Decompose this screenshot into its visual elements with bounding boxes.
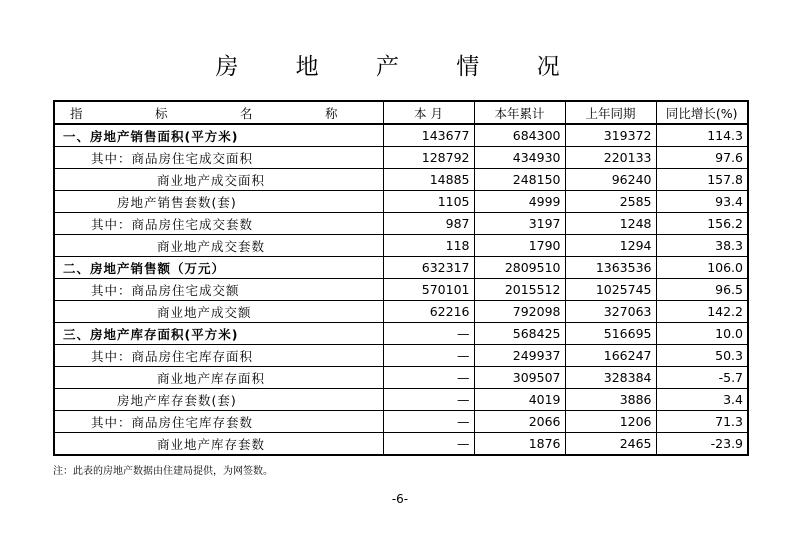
row-yoy-growth: 97.6 bbox=[656, 147, 748, 169]
row-yoy-growth: 157.8 bbox=[656, 169, 748, 191]
row-indicator-name: 商业地产成交套数 bbox=[54, 235, 383, 257]
row-yoy-growth: -23.9 bbox=[656, 433, 748, 456]
row-indicator-name: 商业地产成交额 bbox=[54, 301, 383, 323]
table-row bbox=[54, 169, 748, 191]
row-year-to-date: 4999 bbox=[474, 191, 565, 213]
row-prior-year-period: 1206 bbox=[565, 411, 656, 433]
row-indicator-name: 其中：商品房住宅库存套数 bbox=[54, 411, 383, 433]
page-number: -6- bbox=[391, 492, 409, 506]
row-yoy-growth: 3.4 bbox=[656, 389, 748, 411]
row-this-month: 143677 bbox=[383, 124, 474, 147]
row-prior-year-period: 516695 bbox=[565, 323, 656, 345]
row-yoy-growth: 38.3 bbox=[656, 235, 748, 257]
row-year-to-date: 248150 bbox=[474, 169, 565, 191]
row-yoy-growth: 10.0 bbox=[656, 323, 748, 345]
row-yoy-growth: 142.2 bbox=[656, 301, 748, 323]
row-this-month: — bbox=[383, 345, 474, 367]
row-this-month: 14885 bbox=[383, 169, 474, 191]
row-yoy-growth: -5.7 bbox=[656, 367, 748, 389]
row-prior-year-period: 2465 bbox=[565, 433, 656, 456]
real-estate-table bbox=[53, 100, 749, 456]
row-indicator-name: 一、房地产销售面积(平方米) bbox=[54, 124, 383, 147]
row-prior-year-period: 1294 bbox=[565, 235, 656, 257]
row-year-to-date: 309507 bbox=[474, 367, 565, 389]
row-yoy-growth: 106.0 bbox=[656, 257, 748, 279]
row-prior-year-period: 220133 bbox=[565, 147, 656, 169]
row-indicator-name: 商业地产成交面积 bbox=[54, 169, 383, 191]
row-year-to-date: 2015512 bbox=[474, 279, 565, 301]
row-year-to-date: 1876 bbox=[474, 433, 565, 456]
row-indicator-name: 其中：商品房住宅成交面积 bbox=[54, 147, 383, 169]
row-this-month: 632317 bbox=[383, 257, 474, 279]
row-year-to-date: 4019 bbox=[474, 389, 565, 411]
footnote: 注：此表的房地产数据由住建局提供，为网签数。 bbox=[53, 466, 273, 477]
row-yoy-growth: 50.3 bbox=[656, 345, 748, 367]
row-prior-year-period: 328384 bbox=[565, 367, 656, 389]
row-indicator-name: 其中：商品房住宅库存面积 bbox=[54, 345, 383, 367]
row-this-month: — bbox=[383, 367, 474, 389]
table-row bbox=[54, 213, 748, 235]
row-prior-year-period: 96240 bbox=[565, 169, 656, 191]
row-this-month: — bbox=[383, 389, 474, 411]
row-this-month: 128792 bbox=[383, 147, 474, 169]
row-this-month: — bbox=[383, 323, 474, 345]
table-body bbox=[54, 124, 748, 455]
table-row bbox=[54, 235, 748, 257]
row-this-month: 987 bbox=[383, 213, 474, 235]
row-this-month: 118 bbox=[383, 235, 474, 257]
row-indicator-name: 房地产销售套数(套) bbox=[54, 191, 383, 213]
row-prior-year-period: 1248 bbox=[565, 213, 656, 235]
table-row bbox=[54, 433, 748, 456]
table-row bbox=[54, 301, 748, 323]
table-row bbox=[54, 191, 748, 213]
row-year-to-date: 249937 bbox=[474, 345, 565, 367]
row-this-month: 570101 bbox=[383, 279, 474, 301]
row-indicator-name: 二、房地产销售额（万元） bbox=[54, 257, 383, 279]
row-this-month: 1105 bbox=[383, 191, 474, 213]
row-prior-year-period: 2585 bbox=[565, 191, 656, 213]
table-row bbox=[54, 411, 748, 433]
table-row bbox=[54, 147, 748, 169]
row-year-to-date: 2066 bbox=[474, 411, 565, 433]
row-yoy-growth: 93.4 bbox=[656, 191, 748, 213]
row-yoy-growth: 156.2 bbox=[656, 213, 748, 235]
header-yoy-growth: 同比增长(%) bbox=[656, 101, 748, 124]
row-this-month: — bbox=[383, 433, 474, 456]
row-year-to-date: 434930 bbox=[474, 147, 565, 169]
row-this-month: — bbox=[383, 411, 474, 433]
row-yoy-growth: 96.5 bbox=[656, 279, 748, 301]
table-row bbox=[54, 345, 748, 367]
row-indicator-name: 其中：商品房住宅成交套数 bbox=[54, 213, 383, 235]
row-indicator-name: 其中：商品房住宅成交额 bbox=[54, 279, 383, 301]
header-prior-year-period: 上年同期 bbox=[565, 101, 656, 124]
row-prior-year-period: 166247 bbox=[565, 345, 656, 367]
row-year-to-date: 2809510 bbox=[474, 257, 565, 279]
header-indicator-name: 指 标 名 称 bbox=[54, 101, 383, 124]
row-year-to-date: 1790 bbox=[474, 235, 565, 257]
row-prior-year-period: 1363536 bbox=[565, 257, 656, 279]
row-prior-year-period: 1025745 bbox=[565, 279, 656, 301]
row-yoy-growth: 114.3 bbox=[656, 124, 748, 147]
row-this-month: 62216 bbox=[383, 301, 474, 323]
row-indicator-name: 商业地产库存套数 bbox=[54, 433, 383, 456]
row-indicator-name: 三、房地产库存面积(平方米) bbox=[54, 323, 383, 345]
row-prior-year-period: 3886 bbox=[565, 389, 656, 411]
table-row bbox=[54, 279, 748, 301]
table-header-row bbox=[54, 101, 748, 124]
table-row bbox=[54, 323, 748, 345]
row-year-to-date: 792098 bbox=[474, 301, 565, 323]
row-prior-year-period: 319372 bbox=[565, 124, 656, 147]
page-title: 房 地 产 情 况 bbox=[215, 54, 585, 80]
row-year-to-date: 3197 bbox=[474, 213, 565, 235]
header-year-to-date: 本年累计 bbox=[474, 101, 565, 124]
table-row bbox=[54, 124, 748, 147]
table-row bbox=[54, 367, 748, 389]
row-prior-year-period: 327063 bbox=[565, 301, 656, 323]
row-indicator-name: 房地产库存套数(套) bbox=[54, 389, 383, 411]
row-indicator-name: 商业地产库存面积 bbox=[54, 367, 383, 389]
table-row bbox=[54, 389, 748, 411]
header-this-month: 本 月 bbox=[383, 101, 474, 124]
row-yoy-growth: 71.3 bbox=[656, 411, 748, 433]
row-year-to-date: 684300 bbox=[474, 124, 565, 147]
table-row bbox=[54, 257, 748, 279]
row-year-to-date: 568425 bbox=[474, 323, 565, 345]
